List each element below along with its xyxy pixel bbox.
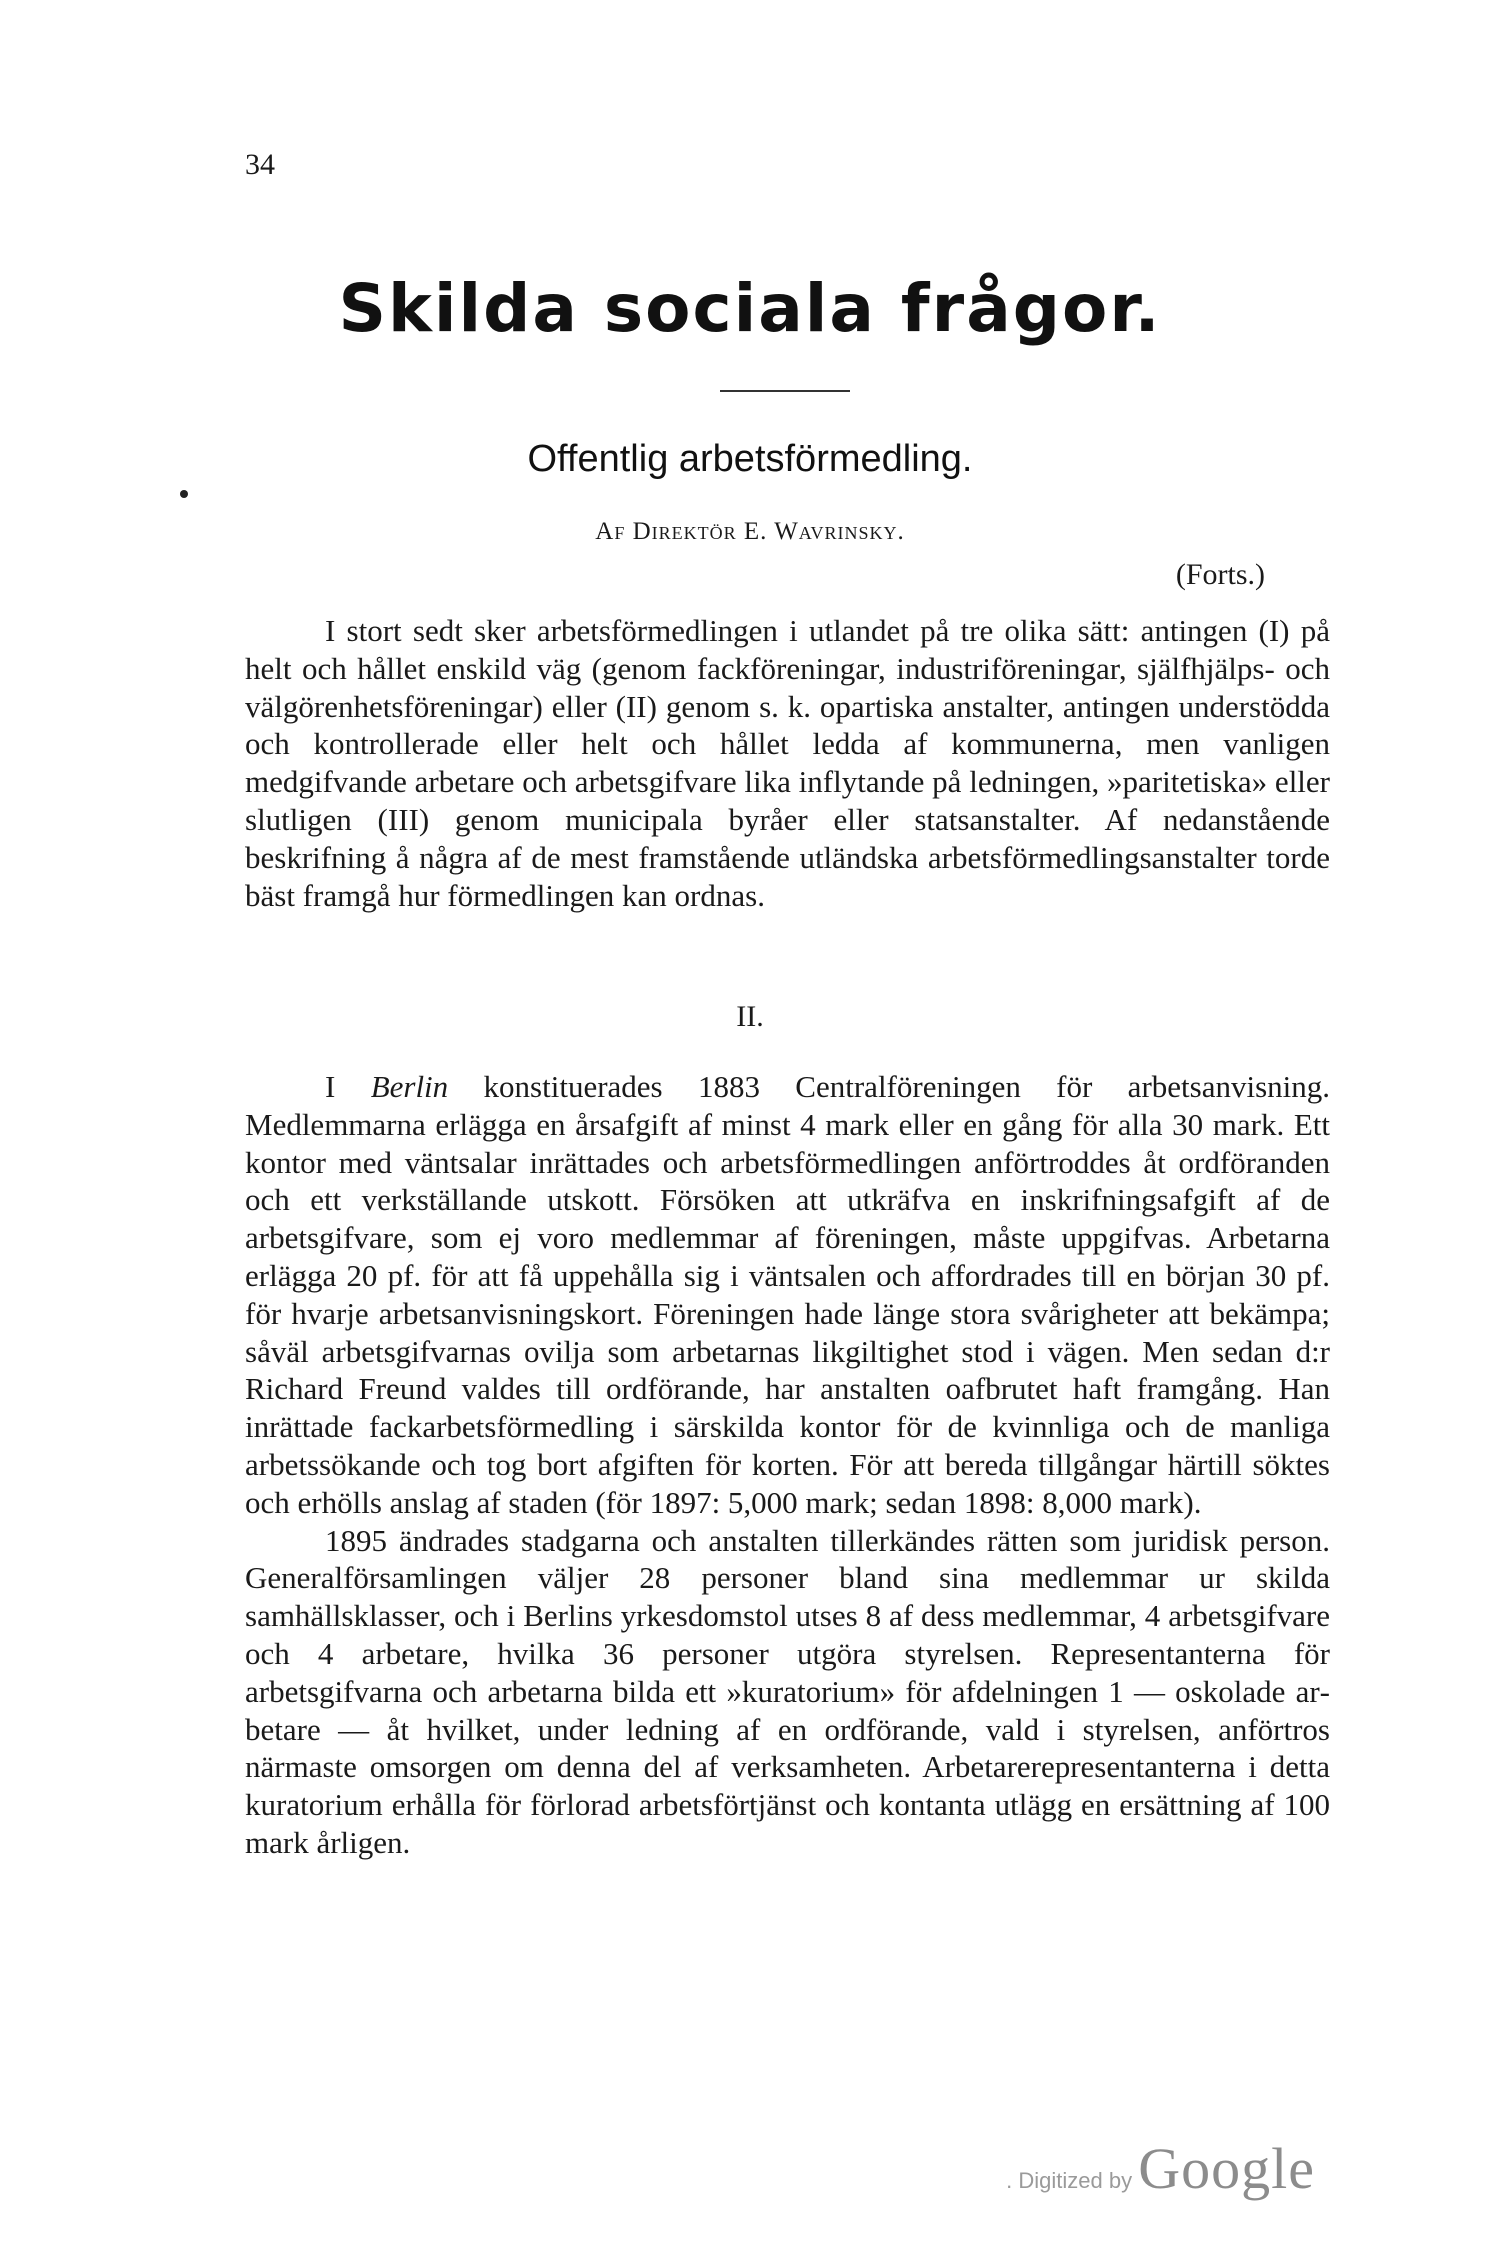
berlin-text-block [245, 1068, 1330, 1862]
section-heading: II. [736, 1000, 764, 1033]
intro-paragraph: I stort sedt sker arbetsförmedlingen i utlandet på tre olika sätt: antingen (I) på helt och hållet enskild väg (genom fackföreningar, industriföreningar, själfhjälps- och välgörenhetsföreningar) eller (II) genom s. k. opartiska anstalter, antingen understödda och kontrollerade eller helt och hållet ledda af kommunerna, men vanligen medgifvande arbetare och arbetsgifvare lika inflytande på ledningen, »paritetiska» eller slutligen (III) genom municipala byråer eller statsanstalter. Af nedanstående beskrifning å några af de mest framstående utländska arbetsförmedlingsanstalter torde bäst framgå hur förmedlingen kan ordnas. [245, 613, 1330, 913]
statute-paragraph: 1895 ändrades stadgarna och anstalten tillerkändes rätten som juridisk person. Generalförsamlingen väljer 28 personer bland sina medlemmar ur skilda samhällsklasser, och i Berlins yrkesdomstol utses 8 af dess medlemmar, 4 arbetsgifvare och 4 arbetare, hvilka 36 personer utgöra styrelsen. Representanterna för arbetsgifvarna och arbetarna bilda ett »kuratorium» för afdelningen 1 — oskolade arbetare — åt hvilket, under ledning af en ordförande, vald i styrelsen, anförtros närmaste omsorgen om denna del af verksamheten. Arbetarerepresentanterna i detta kuratorium erhålla för förlorad arbetsförtjänst och kontanta utlägg en ersättning af 100 mark årligen. [245, 1522, 1330, 1860]
page-number: 34 [245, 148, 275, 181]
watermark-prefix: . Digitized by [1006, 2168, 1133, 2193]
berlin-lead: I [325, 1069, 371, 1104]
stray-dot [180, 490, 188, 498]
google-logo: Google [1138, 2136, 1315, 2201]
berlin-rest: konstituerades 1883 Centralföreningen för arbetsanvisning. Medlemmarna erlägga en årsafgift af minst 4 mark eller en gång för alla 30 mark. Ett kontor med väntsalar inrättades och arbetsförmedlingen anförtroddes åt ordföranden och ett verkställande utskott. Försöken att utkräfva en inskrifningsafgift af de arbetsgifvare, som ej voro medlemmar af föreningen, måste uppgifvas. Arbetarna erlägga 20 pf. för att få uppehålla sig i väntsalen och affordrades till en början 30 pf. för hvarje arbetsanvisningskort. Föreningen hade länge stora svårigheter att bekämpa; såväl arbetsgifvarnas ovilja som arbetarnas likgiltighet stod i vägen. Men sedan d:r Richard Freund valdes till ordförande, har anstalten oafbrutet haft framgång. Han inrättade fackarbetsförmedling i särskilda kontor för de kvinnliga och de manliga arbetssökande och tog bort afgiften för korten. För att bereda tillgångar härtill söktes och erhölls anslag af staden (för 1897: 5,000 mark; sedan 1898: 8,000 mark). [245, 1069, 1330, 1520]
berlin-city: Berlin [370, 1069, 449, 1104]
digitized-watermark [1006, 2135, 1315, 2202]
author-byline: Af Direktör E. Wavrinsky. [595, 518, 905, 545]
berlin-paragraph [245, 1068, 1330, 1522]
main-title: Skilda sociala frågor. [338, 270, 1162, 347]
intro-text-block [245, 612, 1330, 914]
continued-note: (Forts.) [1175, 558, 1265, 591]
title-rule [720, 390, 850, 392]
article-subtitle: Offentlig arbetsförmedling. [527, 438, 973, 480]
